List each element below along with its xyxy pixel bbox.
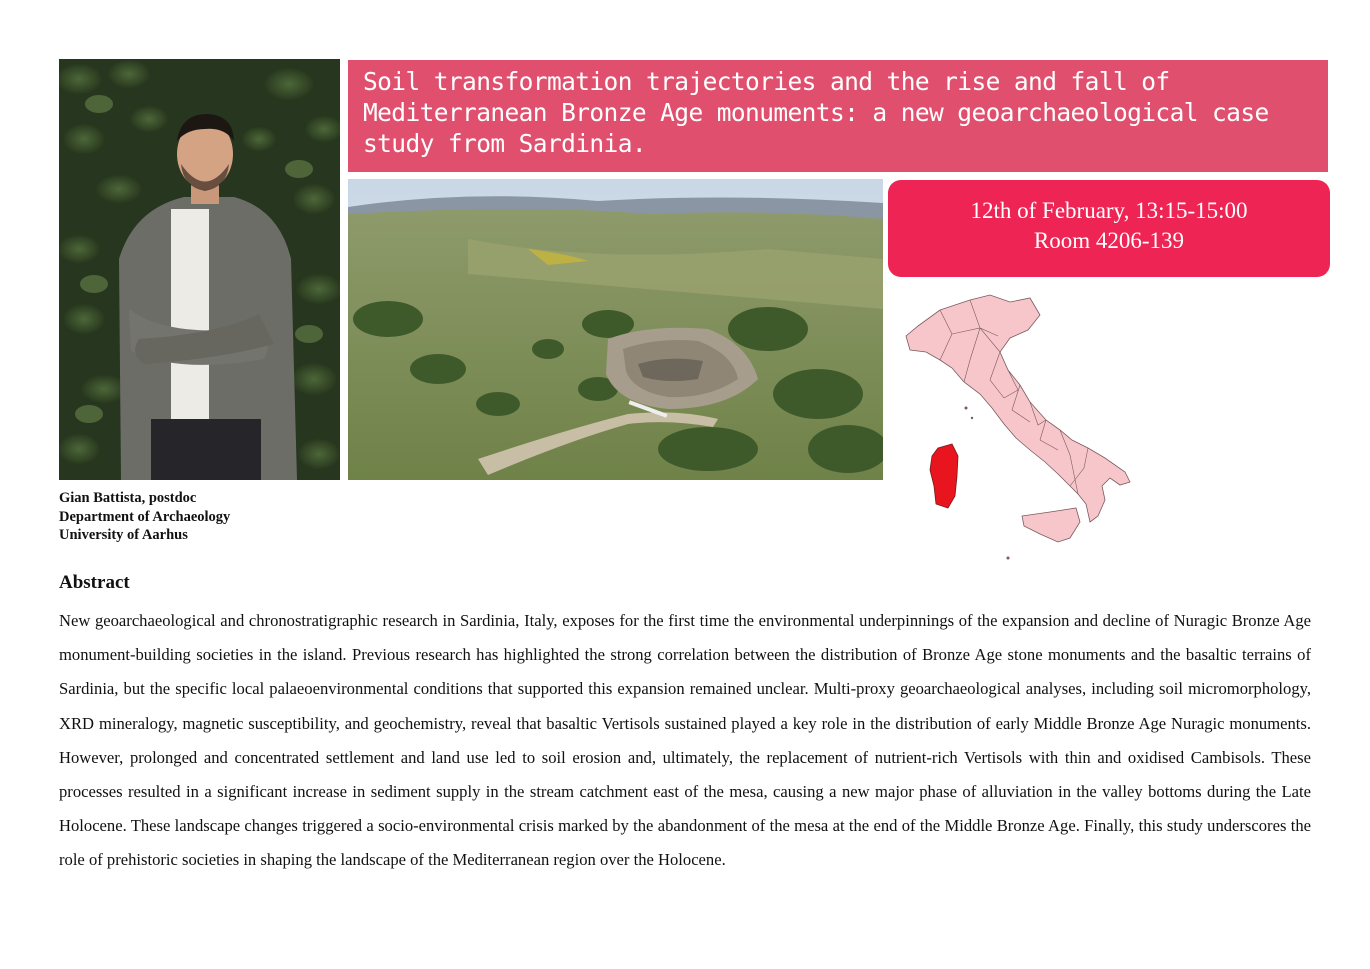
sardinia xyxy=(930,444,958,508)
abstract-heading: Abstract xyxy=(59,572,130,593)
event-info-box xyxy=(888,180,1330,277)
talk-title: Soil transformation trajectories and the rise and fall of Mediterranean Bronze Age monuments: a new geoarchaeological case study from Sardinia. xyxy=(363,67,1269,158)
event-room: Room 4206-139 xyxy=(1033,228,1185,253)
sicily xyxy=(1022,508,1080,542)
speaker-university: University of Aarhus xyxy=(59,527,188,543)
italy-map xyxy=(900,290,1140,560)
site-landscape-photo xyxy=(348,179,883,480)
abstract-body: New geoarchaeological and chronostratigraphic research in Sardinia, Italy, exposes for the first time the environmental underpinnings of the expansion and decline of Nuragic Bronze Age monument-building societies in the island. Previous research has highlighted the strong correlation between the distribution of Bronze Age stone monuments and the basaltic terrains of Sardinia, but the specific local palaeoenvironmental conditions that supported this expansion remained unclear. Multi-proxy geoarchaeological analyses, including soil micromorphology, XRD mineralogy, magnetic susceptibility, and geochemistry, reveal that basaltic Vertisols sustained played a key role in the distribution of early Middle Bronze Age Nuragic monuments. However, prolonged and concentrated settlement and land use led to soil erosion and, ultimately, the replacement of nutrient-rich Vertisols with thin and oxidised Cambisols. These processes resulted in a significant increase in sediment supply in the stream catchment east of the mesa, causing a new major phase of alluviation in the valley bottoms during the Late Holocene. These landscape changes triggered a socio-environmental crisis marked by the abandonment of the mesa at the end of the Middle Bronze Age. Finally, this study underscores the role of prehistoric societies in shaping the landscape of the Mediterranean region over the Holocene. xyxy=(59,611,1311,870)
speaker-name: Gian Battista, postdoc xyxy=(59,490,197,506)
event-date-time: 12th of February, 13:15-15:00 xyxy=(970,198,1248,223)
speaker-photo xyxy=(59,59,340,480)
speaker-department: Department of Archaeology xyxy=(59,508,231,525)
title-banner xyxy=(348,60,1328,172)
speaker-info xyxy=(59,489,230,545)
